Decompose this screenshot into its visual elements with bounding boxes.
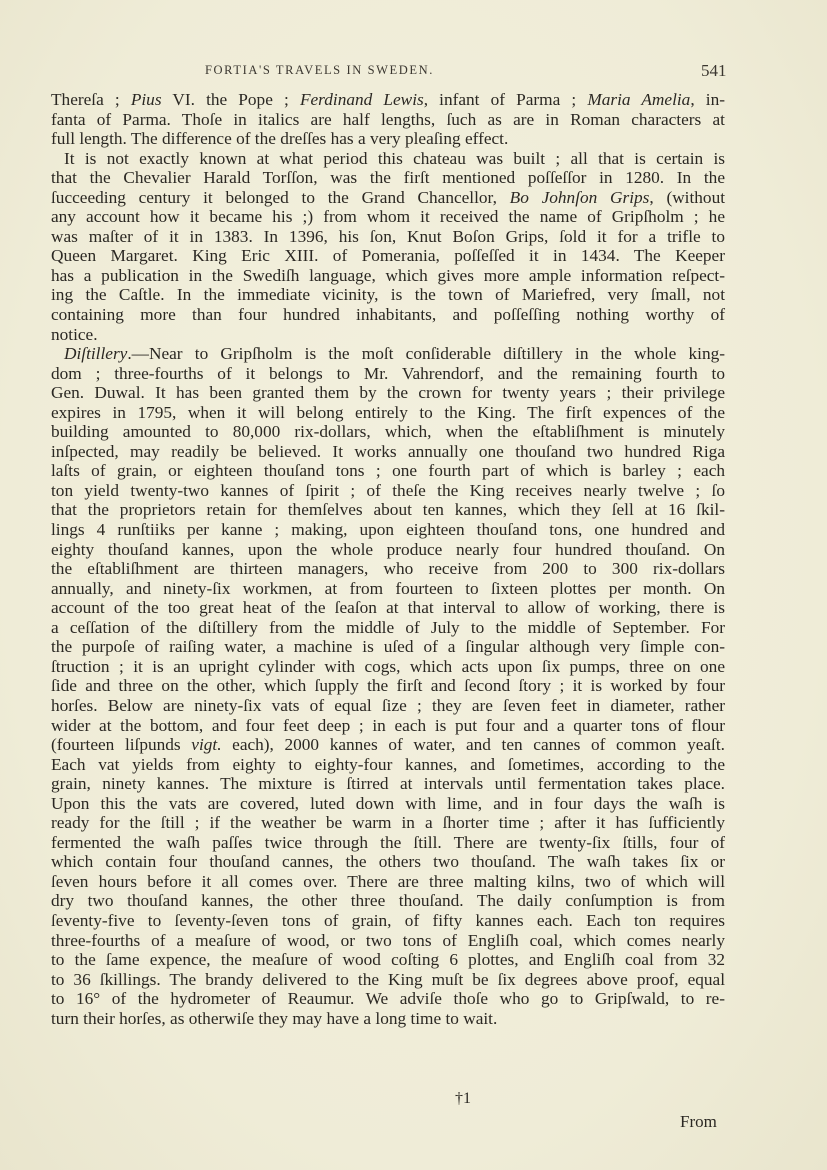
- italic-text: Pius: [130, 90, 162, 109]
- text-run: , infant of Parma ;: [423, 90, 588, 109]
- text-run: to the ſame expence, the meaſure of wood coſting 6 plottes, and Engliſh coal from 32: [51, 950, 725, 970]
- text-line: [51, 90, 725, 110]
- text-line: [51, 1009, 725, 1029]
- text-run: , in-: [690, 90, 725, 109]
- page-number: 541: [701, 61, 727, 80]
- text-run: ſeven hours before it all comes over. There are three malting kilns, two of which will: [51, 871, 725, 891]
- text-line: [51, 970, 725, 990]
- text-line: [51, 110, 725, 130]
- text-line: [51, 481, 725, 501]
- text-run: dom ; three-fourths of it belongs to Mr. Vahrendorf, and the remaining fourth to: [51, 363, 725, 383]
- text-line: [51, 227, 725, 247]
- text-run: has a publication in the Swediſh language, which gives more ample information reſpect-: [51, 265, 725, 285]
- text-line: [51, 305, 725, 325]
- text-run: account of the too great heat of the ſeaſon at that interval to allow of working, there is: [51, 598, 725, 618]
- italic-text: Maria Amelia: [587, 90, 691, 109]
- text-run: any account how it became his ;) from whom it received the name of Gripſholm ; he: [51, 207, 725, 227]
- text-line: [51, 520, 725, 540]
- text-line: [51, 852, 725, 872]
- text-line: [51, 755, 725, 775]
- text-line: [51, 422, 725, 442]
- text-run: eighty thouſand kannes, upon the whole produce nearly four hundred thouſand. On: [51, 539, 725, 559]
- text-line: [51, 403, 725, 423]
- text-line: [51, 833, 725, 853]
- text-run: which contain four thouſand cannes, the others two thouſand. The waſh takes ſix or: [51, 852, 725, 872]
- text-run: VI. the Pope ;: [161, 90, 300, 109]
- text-run: Gen. Duwal. It has been granted them by the crown for twenty years ; their privilege: [51, 383, 725, 403]
- text-run: the eſtabliſhment are thirteen managers, who receive from 200 to 300 rix-dollars: [51, 559, 725, 579]
- text-run: ſucceeding century it belonged to the Grand Chancellor,: [51, 187, 510, 207]
- text-run: to 36 ſkillings. The brandy delivered to the King muſt be ſix degrees above proof, equal: [51, 969, 725, 989]
- text-run: Each vat yields from eighty to eighty-four kannes, and ſometimes, according to the: [51, 754, 725, 774]
- text-line: [51, 989, 725, 1009]
- text-line: [51, 911, 725, 931]
- text-run: , (without: [649, 187, 726, 207]
- text-run: each), 2000 kannes of water, and ten cannes of common yeaſt.: [221, 735, 725, 755]
- text-line: [51, 735, 725, 755]
- italic-text: Ferdinand Lewis: [299, 90, 424, 109]
- catchword: From: [680, 1112, 717, 1131]
- text-line: [51, 461, 725, 481]
- page-header: [0, 61, 827, 83]
- text-run: It is not exactly known at what period this chateau was built ; all that is certain is: [64, 148, 725, 168]
- text-line: [51, 618, 725, 638]
- text-run: the purpoſe of raiſing water, a machine is uſed of a ſingular although very ſimple con-: [51, 637, 725, 657]
- text-line: [51, 207, 725, 227]
- text-run: ton yield twenty-two kannes of ſpirit ; of theſe the King receives nearly twelve ; ſo: [51, 480, 725, 500]
- text-line: [51, 657, 725, 677]
- text-line: [51, 598, 725, 618]
- text-line: [51, 383, 725, 403]
- text-line: [51, 774, 725, 794]
- text-line: [51, 931, 725, 951]
- text-line: [51, 676, 725, 696]
- text-line: [51, 285, 725, 305]
- text-line: [51, 579, 725, 599]
- text-line: [51, 696, 725, 716]
- text-line: [51, 540, 725, 560]
- text-run: ſide and three on the other, which ſupply the firſt and ſecond ſtory ; it is worked by four: [51, 676, 725, 696]
- text-run: lings 4 runſtiiks per kanne ; making, upon eighteen thouſand tons, one hundred and: [51, 520, 725, 540]
- text-run: building amounted to 80,000 rix-dollars, which, when the eſtabliſhment is minutely: [51, 422, 725, 442]
- text-line: [51, 168, 725, 188]
- text-run: containing more than four hundred inhabitants, and poſſeſſing nothing worthy of: [51, 305, 725, 325]
- text-run: three-fourths of a meaſure of wood, or two tons of Engliſh coal, which comes nearly: [51, 930, 725, 950]
- text-line: [51, 637, 725, 657]
- text-line: [51, 716, 725, 736]
- text-run: inſpected, may readily be believed. It works annually one thouſand two hundred Riga: [51, 441, 725, 461]
- text-line: [51, 891, 725, 911]
- text-run: Thereſa ;: [51, 90, 131, 109]
- text-run: notice.: [51, 324, 98, 344]
- text-run: a ceſſation of the diſtillery from the middle of July to the middle of September. For: [51, 617, 725, 637]
- text-run: dry two thouſand kannes, the other three thouſand. The daily conſumption is from: [51, 891, 725, 911]
- text-run: ſtruction ; it is an upright cylinder with cogs, which acts upon ſix pumps, three on one: [51, 656, 725, 676]
- italic-text: vigt.: [191, 735, 222, 755]
- italic-text: Bo Johnſon Grips: [509, 187, 650, 207]
- text-run: (fourteen liſpunds: [51, 735, 192, 755]
- text-run: annually, and ninety-ſix workmen, at from fourteen to ſixteen plottes per month. On: [51, 578, 725, 598]
- text-run: that the proprietors retain for themſelves about ten kannes, which they ſell at 16 ſkil-: [51, 500, 725, 520]
- text-run: fanta of Parma. Thoſe in italics are half lengths, ſuch as are in Roman characters at: [51, 109, 725, 129]
- text-run: was maſter of it in 1383. In 1396, his ſon, Knut Boſon Grips, ſold it for a trifle to: [51, 226, 725, 246]
- text-run: expires in 1795, when it will belong entirely to the King. The firſt expences of the: [51, 402, 725, 422]
- text-line: [51, 872, 725, 892]
- text-line: [51, 500, 725, 520]
- text-run: ing the Caſtle. In the immediate vicinity, is the town of Mariefred, very ſmall, not: [51, 285, 725, 305]
- signature-mark: †1: [455, 1090, 471, 1107]
- text-run: that the Chevalier Harald Torſſon, was the firſt mentioned poſſeſſor in 1280. In the: [51, 168, 725, 188]
- text-run: to 16° of the hydrometer of Reaumur. We adviſe thoſe who go to Gripſwald, to re-: [51, 989, 725, 1009]
- text-line: [51, 246, 725, 266]
- italic-text: Diſtillery: [64, 344, 128, 364]
- text-run: ſeventy-five to ſeventy-ſeven tons of grain, of fifty kannes each. Each ton requires: [51, 910, 725, 930]
- text-run: grain, ninety kannes. The mixture is ſtirred at intervals until fermentation takes place.: [51, 774, 725, 794]
- text-run: ready for the ſtill ; if the weather be warm in a ſhorter time ; after it has ſufficiently: [51, 813, 725, 833]
- text-run: wider at the bottom, and four feet deep ; in each is put four and a quarter tons of flour: [51, 715, 725, 735]
- text-line: [51, 950, 725, 970]
- running-title: FORTIA'S TRAVELS IN SWEDEN.: [205, 63, 434, 77]
- text-line: [51, 559, 725, 579]
- text-run: Upon this the vats are covered, luted down with lime, and in four days the waſh is: [51, 793, 725, 813]
- text-line: [51, 442, 725, 462]
- text-line: [51, 813, 725, 833]
- text-run: .—Near to Gripſholm is the moſt conſiderable diſtillery in the whole king-: [127, 344, 725, 364]
- text-line: [51, 325, 725, 345]
- text-line: [51, 344, 725, 364]
- text-line: [51, 266, 725, 286]
- text-line: [51, 129, 725, 149]
- text-run: fermented the waſh paſſes twice through the ſtill. There are twenty-ſix ſtills, four of: [51, 832, 725, 852]
- text-run: Queen Margaret. King Eric XIII. of Pomerania, poſſeſſed it in 1434. The Keeper: [51, 246, 725, 266]
- text-line: [51, 149, 725, 169]
- text-line: [51, 364, 725, 384]
- body-text: [51, 90, 725, 1028]
- text-run: horſes. Below are ninety-ſix vats of equal ſize ; they are ſeven feet in diameter, rather: [51, 695, 725, 715]
- text-run: full length. The difference of the dreſſes has a very pleaſing effect.: [51, 129, 509, 149]
- text-line: [51, 794, 725, 814]
- text-line: [51, 188, 725, 208]
- text-run: turn their horſes, as otherwiſe they may have a long time to wait.: [51, 1008, 498, 1028]
- text-run: laſts of grain, or eighteen thouſand tons ; one fourth part of which is barley ; each: [51, 461, 725, 481]
